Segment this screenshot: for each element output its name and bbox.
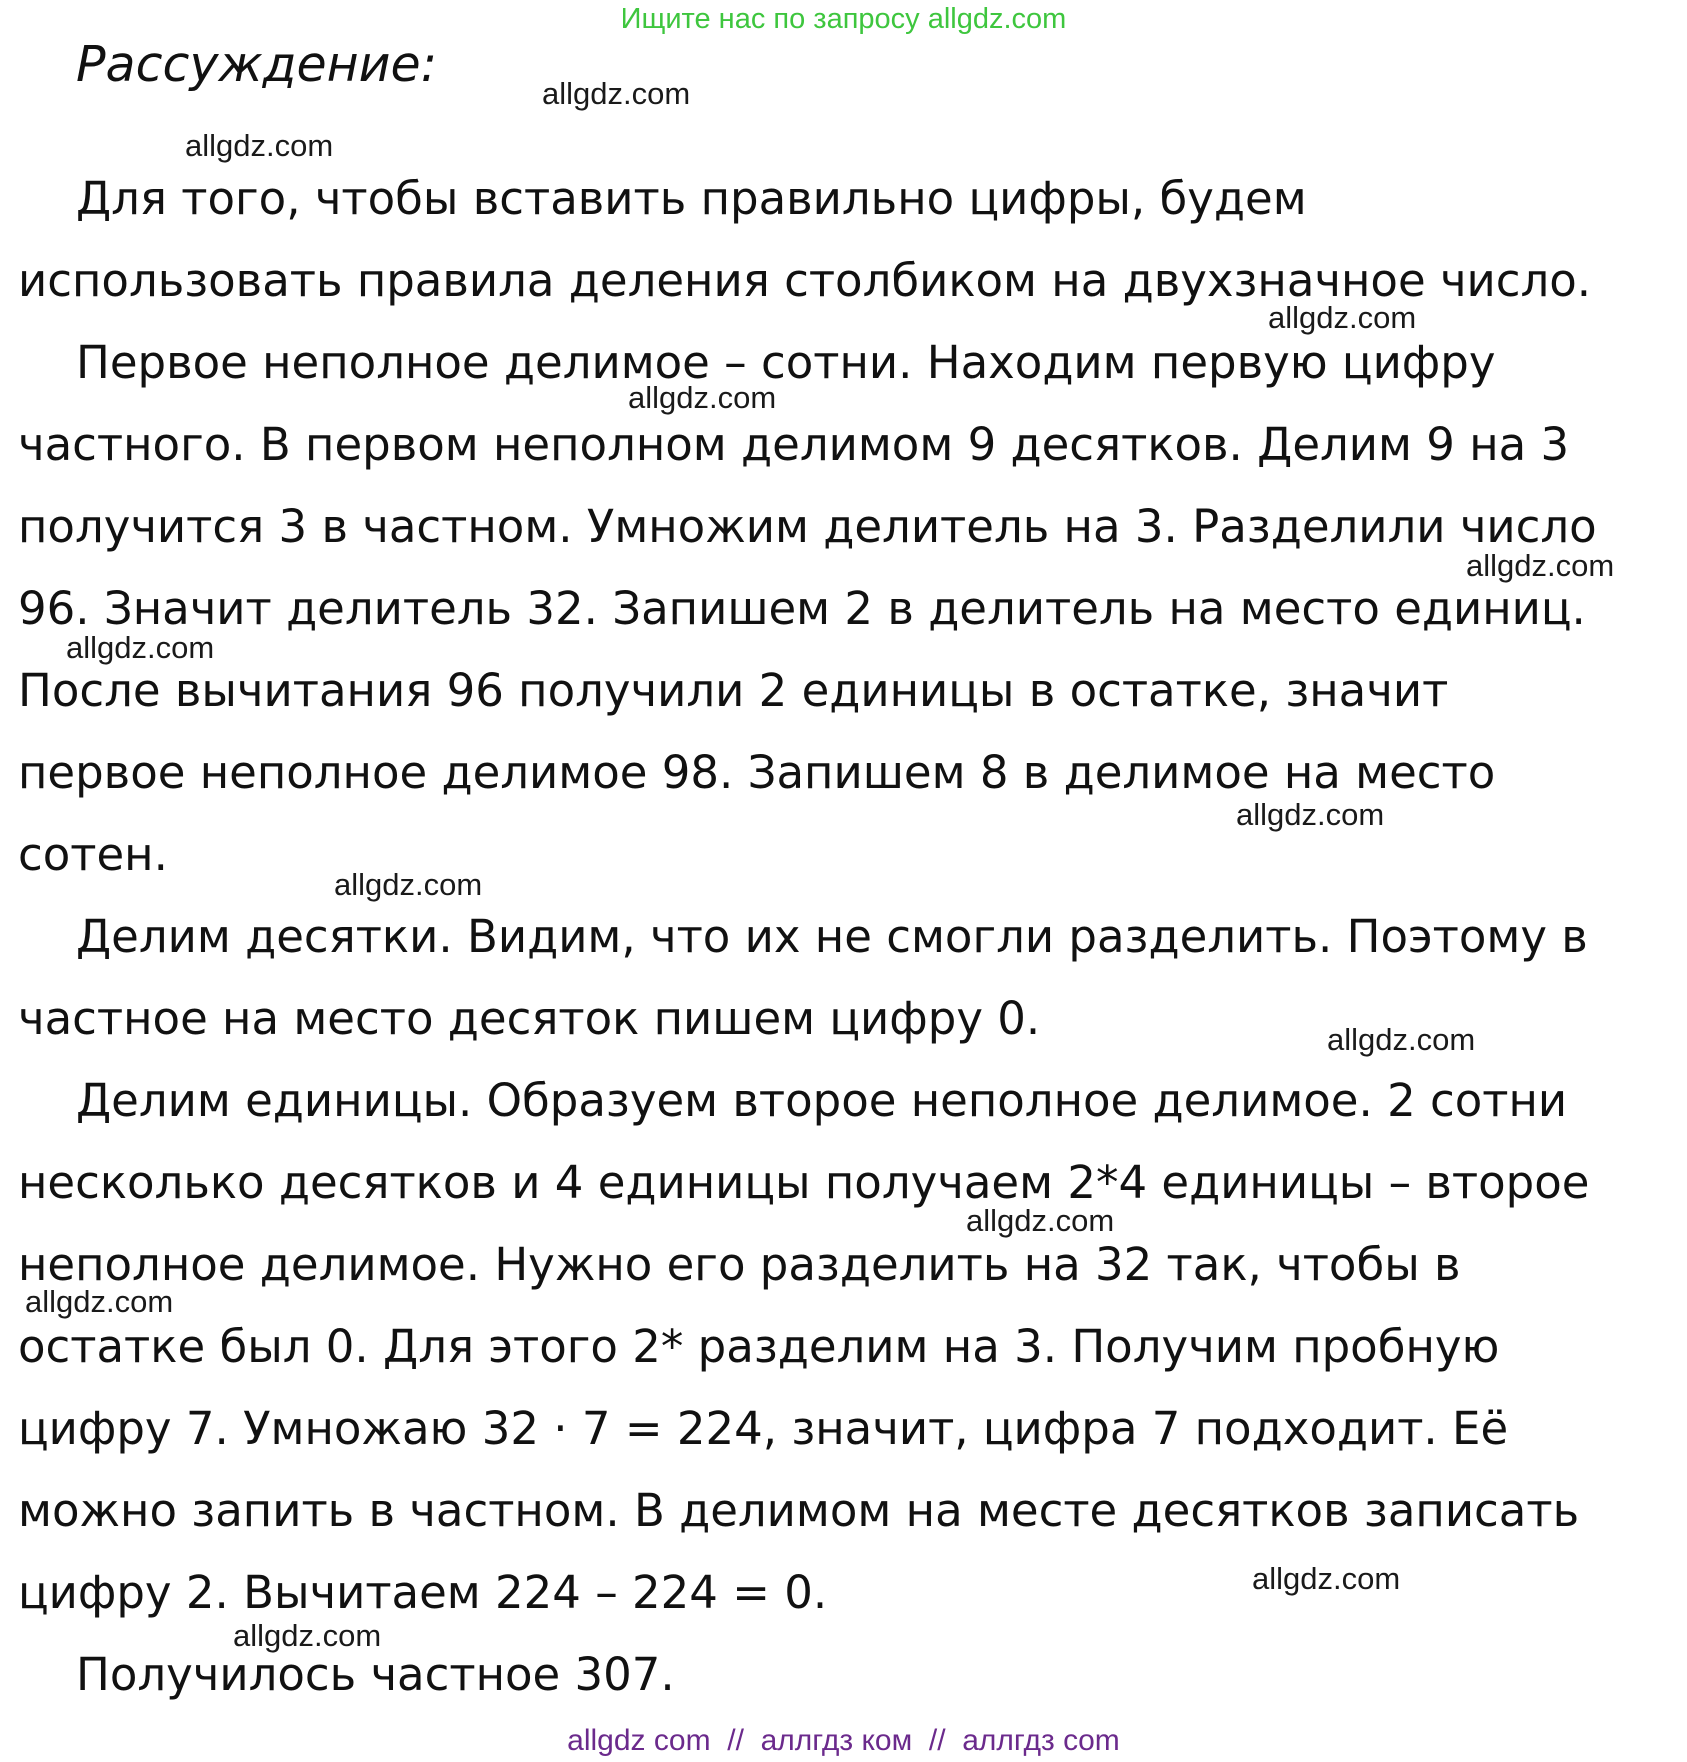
text-line: можно запить в частном. В делимом на месте десятков записать [18, 1484, 1580, 1537]
text-line: неполное делимое. Нужно его разделить на 32 так, чтобы в [18, 1238, 1461, 1291]
text-line: остатке был 0. Для этого 2* разделим на 3. Получим пробную [18, 1320, 1500, 1373]
footer: allgdz com // аллгдз ком // аллгдз com [567, 1724, 1120, 1757]
text-line: После вычитания 96 получили 2 единицы в остатке, значит [18, 664, 1449, 717]
watermark: allgdz.com [1466, 548, 1615, 583]
text-line: сотен. [18, 828, 168, 881]
top-banner: Ищите нас по запросу allgdz.com [620, 3, 1067, 35]
watermark: allgdz.com [1236, 797, 1385, 832]
watermark: allgdz.com [334, 867, 483, 902]
text-line: 96. Значит делитель 32. Запишем 2 в делитель на место единиц. [18, 582, 1586, 635]
watermark: allgdz.com [1327, 1022, 1476, 1057]
watermark: allgdz.com [185, 128, 334, 163]
watermark: allgdz.com [233, 1618, 382, 1653]
text-line: Первое неполное делимое – сотни. Находим первую цифру [76, 336, 1496, 389]
solution-text [18, 158, 1668, 1716]
watermark: allgdz.com [66, 630, 215, 665]
heading: Рассуждение: [76, 36, 438, 93]
watermark: allgdz.com [1268, 300, 1417, 335]
text-line: получится 3 в частном. Умножим делитель на 3. Разделили число [18, 500, 1597, 553]
text-line: несколько десятков и 4 единицы получаем 2*4 единицы – второе [18, 1156, 1590, 1209]
text-line: первое неполное делимое 98. Запишем 8 в делимое на место [18, 746, 1496, 799]
text-line: Получилось частное 307. [76, 1648, 675, 1701]
watermark: allgdz.com [1252, 1561, 1401, 1596]
text-line: Делим десятки. Видим, что их не смогли разделить. Поэтому в [76, 910, 1588, 963]
text-line: использовать правила деления столбиком на двухзначное число. [18, 254, 1592, 307]
watermark: allgdz.com [628, 380, 777, 415]
text-line: Делим единицы. Образуем второе неполное делимое. 2 сотни [76, 1074, 1568, 1127]
text-line: Для того, чтобы вставить правильно цифры, будем [76, 172, 1307, 225]
watermark: allgdz.com [542, 76, 691, 111]
text-line: цифру 2. Вычитаем 224 – 224 = 0. [18, 1566, 828, 1619]
text-line: частное на место десяток пишем цифру 0. [18, 992, 1041, 1045]
watermark: allgdz.com [25, 1284, 174, 1319]
watermark: allgdz.com [966, 1203, 1115, 1238]
text-line: частного. В первом неполном делимом 9 десятков. Делим 9 на 3 [18, 418, 1570, 471]
text-line: цифру 7. Умножаю 32 · 7 = 224, значит, цифра 7 подходит. Её [18, 1402, 1509, 1455]
